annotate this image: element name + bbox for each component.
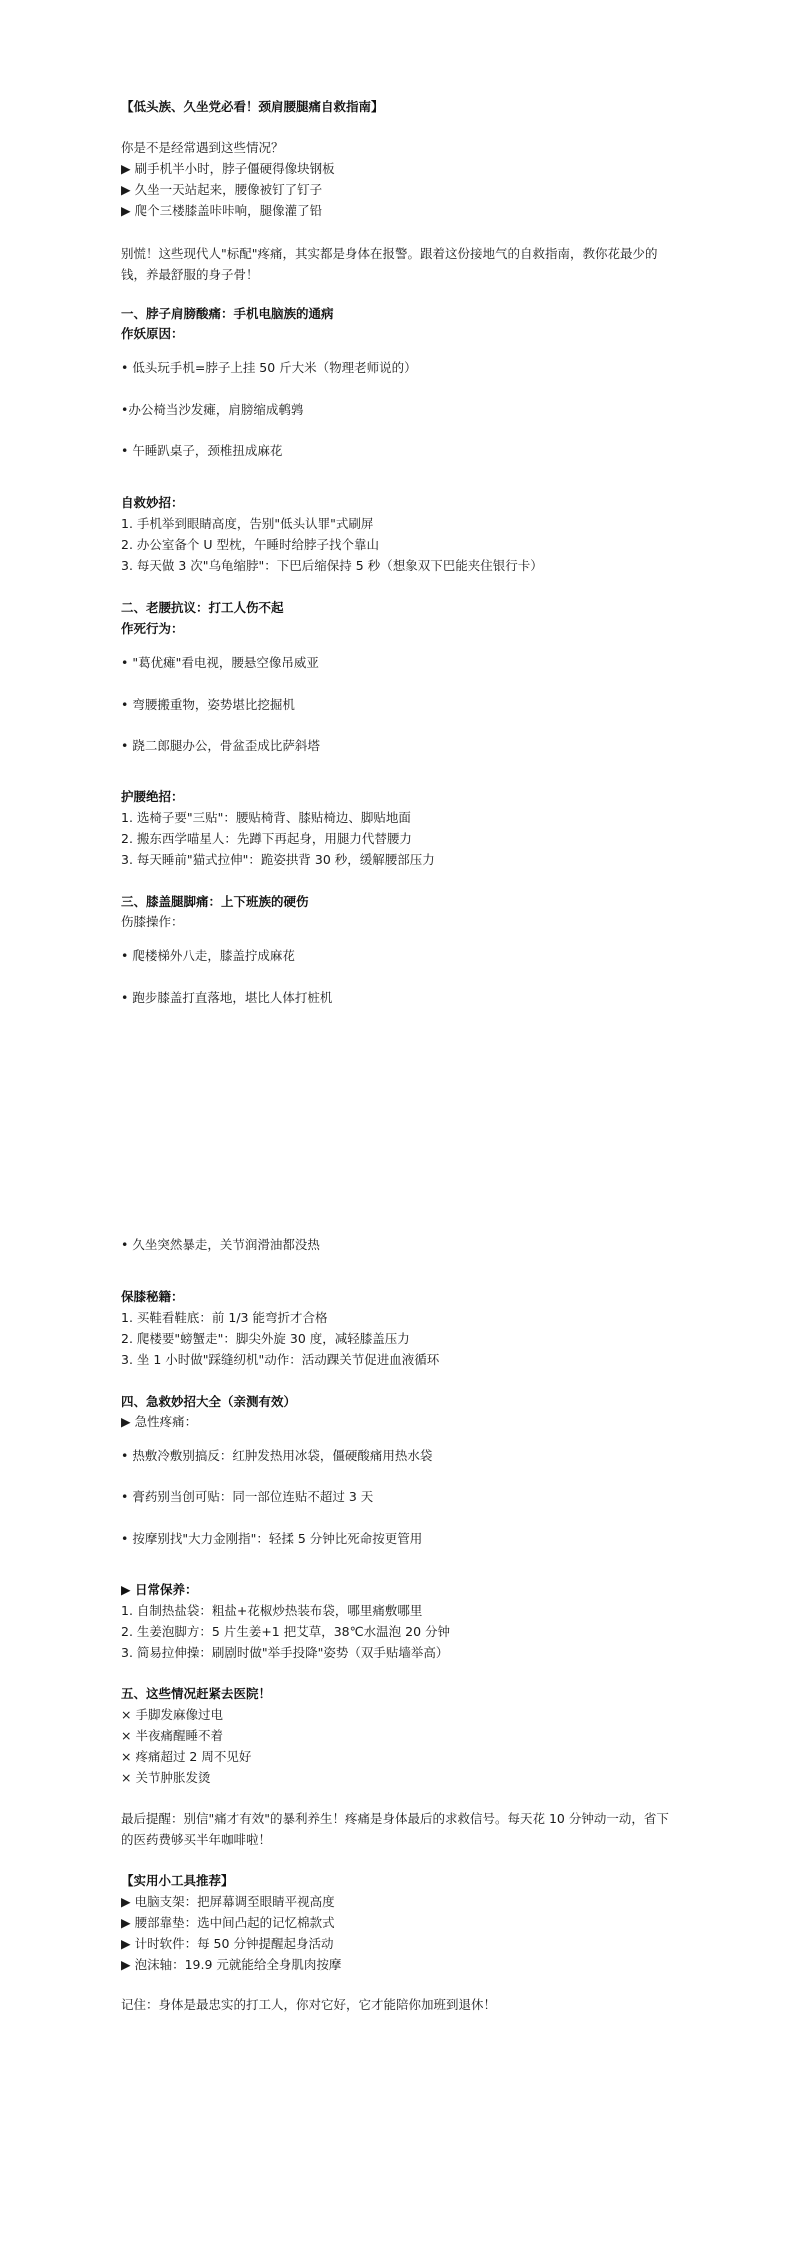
section-1-title: 一、脖子肩膀酸痛：手机电脑族的通病 bbox=[121, 306, 334, 321]
section-1-cause-label: 作妖原因： bbox=[121, 326, 184, 341]
section-5-item: × 手脚发麻像过电 bbox=[121, 1707, 223, 1722]
section-4-daily-item: 1. 自制热盐袋：粗盐+花椒炒热装布袋，哪里痛敷哪里 bbox=[121, 1603, 423, 1618]
tools-item: ▶ 电脑支架：把屏幕调至眼睛平视高度 bbox=[121, 1894, 335, 1909]
section-2-cause: • 跷二郎腿办公，骨盆歪成比萨斜塔 bbox=[121, 738, 320, 753]
section-4-pain-label: ▶ 急性疼痛： bbox=[121, 1414, 198, 1429]
section-1-tip: 3. 每天做 3 次"乌龟缩脖"：下巴后缩保持 5 秒（想象双下巴能夹住银行卡） bbox=[121, 558, 543, 573]
section-3-cause: • 久坐突然暴走，关节润滑油都没热 bbox=[121, 1237, 320, 1252]
section-3-cause: • 跑步膝盖打直落地，堪比人体打桩机 bbox=[121, 990, 333, 1005]
section-3-cause: • 爬楼梯外八走，膝盖拧成麻花 bbox=[121, 948, 295, 963]
section-4-daily-item: 3. 简易拉伸操：刷剧时做"举手投降"姿势（双手贴墙举高） bbox=[121, 1645, 449, 1660]
section-2-tip: 2. 搬东西学喵星人：先蹲下再起身，用腿力代替腰力 bbox=[121, 831, 412, 846]
section-4-title: 四、急救妙招大全（亲测有效） bbox=[121, 1394, 297, 1409]
section-2-tip: 1. 选椅子要"三贴"：腰贴椅背、膝贴椅边、脚贴地面 bbox=[121, 810, 411, 825]
section-3-tip: 3. 坐 1 小时做"踩缝纫机"动作：活动踝关节促进血液循环 bbox=[121, 1352, 440, 1367]
section-1-tip: 1. 手机举到眼睛高度，告别"低头认罪"式刷屏 bbox=[121, 516, 374, 531]
final-reminder: 最后提醒：别信"痛才有效"的暴利养生！疼痛是身体最后的求救信号。每天花 10 分钟动一动，省下的医药费够买半年咖啡啦！ bbox=[121, 1811, 669, 1847]
section-2-tips-label: 护腰绝招： bbox=[121, 789, 184, 804]
section-4-pain-item: • 膏药别当创可贴：同一部位连贴不超过 3 天 bbox=[121, 1489, 374, 1504]
section-3-cause-label: 伤膝操作： bbox=[121, 914, 184, 929]
tools-item: ▶ 计时软件：每 50 分钟提醒起身活动 bbox=[121, 1936, 334, 1951]
section-5-item: × 疼痛超过 2 周不见好 bbox=[121, 1749, 252, 1764]
section-1-cause: • 午睡趴桌子，颈椎扭成麻花 bbox=[121, 443, 283, 458]
section-4-daily-label: ▶ 日常保养： bbox=[121, 1582, 198, 1597]
tools-item: ▶ 腰部靠垫：选中间凸起的记忆棉款式 bbox=[121, 1915, 335, 1930]
intro-item: ▶ 久坐一天站起来，腰像被钉了钉子 bbox=[121, 182, 323, 197]
article-title: 【低头族、久坐党必看！颈肩腰腿痛自救指南】 bbox=[121, 99, 384, 114]
section-2-tip: 3. 每天睡前"猫式拉伸"：跪姿拱背 30 秒，缓解腰部压力 bbox=[121, 852, 435, 867]
section-1-cause: •办公椅当沙发瘫，肩膀缩成鹌鹑 bbox=[121, 402, 304, 417]
section-3-title: 三、膝盖腿脚痛：上下班族的硬伤 bbox=[121, 894, 309, 909]
section-5-title: 五、这些情况赶紧去医院！ bbox=[121, 1686, 272, 1701]
intro-question: 你是不是经常遇到这些情况？ bbox=[121, 140, 284, 155]
section-4-daily-item: 2. 生姜泡脚方：5 片生姜+1 把艾草，38℃水温泡 20 分钟 bbox=[121, 1624, 451, 1639]
section-4-pain-item: • 热敷冷敷别搞反：红肿发热用冰袋，僵硬酸痛用热水袋 bbox=[121, 1448, 433, 1463]
closing-line: 记住：身体是最忠实的打工人，你对它好，它才能陪你加班到退休！ bbox=[121, 1997, 497, 2012]
intro-paragraph: 别慌！这些现代人"标配"疼痛，其实都是身体在报警。跟着这份接地气的自救指南，教你花最少的钱，养最舒服的身子骨！ bbox=[121, 246, 658, 282]
tools-title: 【实用小工具推荐】 bbox=[121, 1873, 234, 1888]
section-4-pain-item: • 按摩别找"大力金刚指"：轻揉 5 分钟比死命按更管用 bbox=[121, 1531, 423, 1546]
section-1-tip: 2. 办公室备个 U 型枕，午睡时给脖子找个靠山 bbox=[121, 537, 379, 552]
section-2-cause-label: 作死行为： bbox=[121, 621, 184, 636]
section-2-title: 二、老腰抗议：打工人伤不起 bbox=[121, 600, 284, 615]
section-2-cause: • "葛优瘫"看电视，腰悬空像吊威亚 bbox=[121, 655, 319, 670]
section-3-tip: 1. 买鞋看鞋底：前 1/3 能弯折才合格 bbox=[121, 1310, 328, 1325]
section-3-tip: 2. 爬楼要"螃蟹走"：脚尖外旋 30 度，减轻膝盖压力 bbox=[121, 1331, 410, 1346]
section-2-cause: • 弯腰搬重物，姿势堪比挖掘机 bbox=[121, 697, 295, 712]
section-5-item: × 半夜痛醒睡不着 bbox=[121, 1728, 223, 1743]
section-5-item: × 关节肿胀发烫 bbox=[121, 1770, 211, 1785]
section-3-tips-label: 保膝秘籍： bbox=[121, 1289, 184, 1304]
intro-item: ▶ 爬个三楼膝盖咔咔响，腿像灌了铅 bbox=[121, 203, 323, 218]
intro-item: ▶ 刷手机半小时，脖子僵硬得像块钢板 bbox=[121, 161, 335, 176]
section-1-tips-label: 自救妙招： bbox=[121, 495, 184, 510]
section-1-cause: • 低头玩手机=脖子上挂 50 斤大米（物理老师说的） bbox=[121, 360, 417, 375]
tools-item: ▶ 泡沫轴：19.9 元就能给全身肌肉按摩 bbox=[121, 1957, 342, 1972]
